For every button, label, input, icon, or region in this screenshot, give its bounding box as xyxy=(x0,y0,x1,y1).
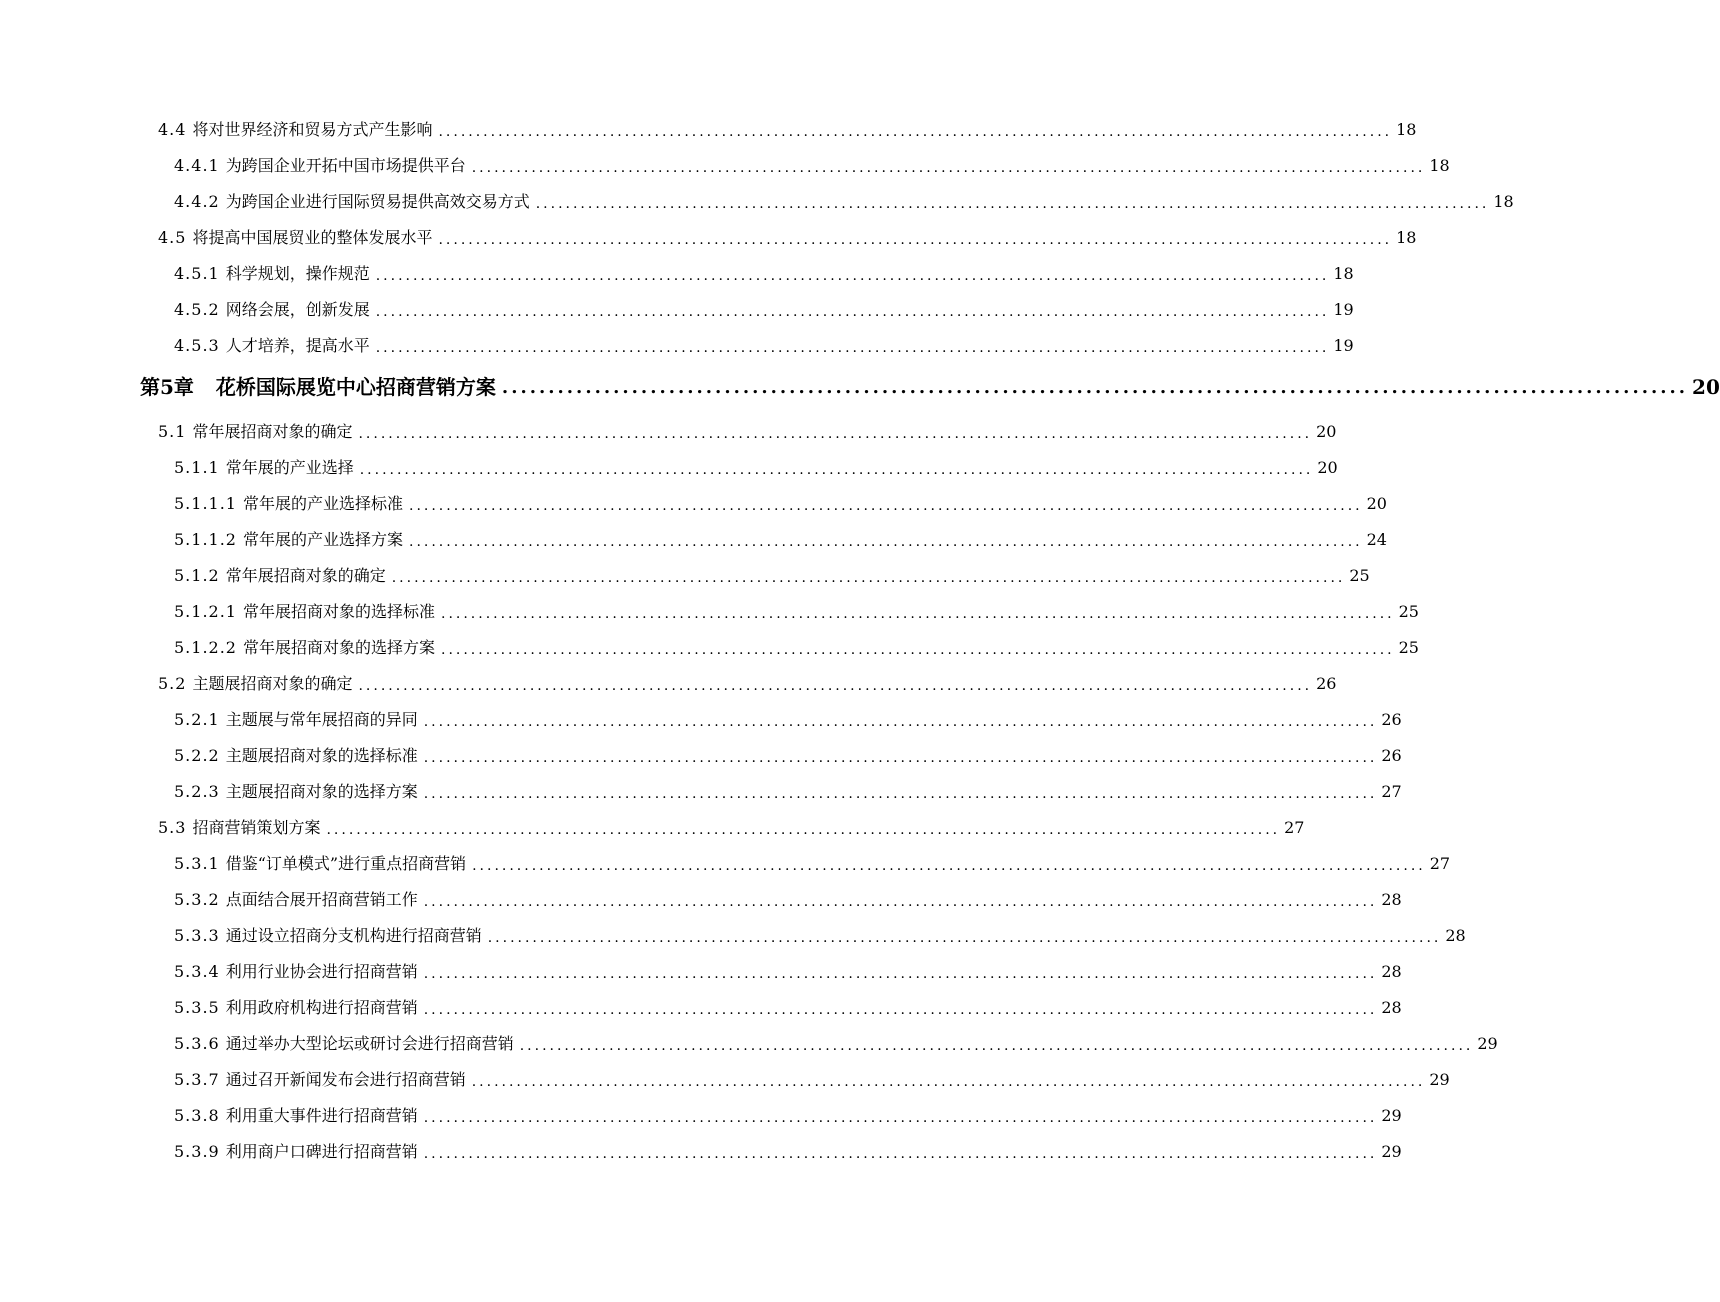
dot-leader: ................................................................................................................................ xyxy=(423,1110,1378,1126)
toc-entry-4-5[interactable] xyxy=(158,224,1417,252)
toc-entry-5-2-2[interactable] xyxy=(174,742,1402,770)
dot-leader: ................................................................................................................................ xyxy=(438,232,1393,248)
dot-leader: ................................................................................................................................ xyxy=(391,570,1346,586)
toc-entry-page: 24 xyxy=(1366,530,1387,549)
toc-entry-5-3[interactable] xyxy=(158,814,1305,842)
toc-entry-number: 5.2 xyxy=(158,674,187,693)
dot-leader: ................................................................................................................................ xyxy=(375,340,1330,356)
dot-leader: ................................................................................................................................ xyxy=(423,894,1378,910)
toc-entry-5-3-3[interactable] xyxy=(174,922,1466,950)
dot-leader: ................................................................................................................................ xyxy=(358,678,1313,694)
toc-entry-page: 26 xyxy=(1316,674,1337,693)
toc-entry-title: 将提高中国展贸业的整体发展水平 xyxy=(192,228,433,247)
toc-entry-title: 人才培养，提高水平 xyxy=(225,336,370,355)
toc-chapter-number: 第5章 xyxy=(140,375,194,399)
dot-leader: ................................................................................................................................ xyxy=(423,1002,1378,1018)
toc-entry-number: 4.5.2 xyxy=(174,300,220,319)
toc-entry-page: 18 xyxy=(1493,192,1514,211)
toc-entry-title: 常年展的产业选择 xyxy=(225,458,354,477)
toc-entry-page: 19 xyxy=(1333,300,1354,319)
toc-entry-title: 利用政府机构进行招商营销 xyxy=(225,998,418,1017)
toc-entry-number: 5.3.5 xyxy=(174,998,220,1017)
toc-entry-page: 28 xyxy=(1381,890,1402,909)
toc-entry-page: 26 xyxy=(1381,710,1402,729)
toc-entry-number: 5.2.2 xyxy=(174,746,220,765)
toc-entry-5-3-4[interactable] xyxy=(174,958,1402,986)
toc-entry-number: 5.1.1.2 xyxy=(174,530,237,549)
toc-entry-4-5-2[interactable] xyxy=(174,296,1354,324)
dot-leader: ................................................................................................................................ xyxy=(409,498,1363,514)
toc-entry-number: 5.1.2.2 xyxy=(174,638,237,657)
toc-entry-page: 28 xyxy=(1381,962,1402,981)
toc-entry-4-5-3[interactable] xyxy=(174,332,1354,360)
toc-entry-title: 主题展招商对象的选择标准 xyxy=(225,746,418,765)
toc-entry-page: 20 xyxy=(1316,422,1337,441)
dot-leader: ................................................................................................................................ xyxy=(359,462,1314,478)
toc-entry-number: 5.1.2.1 xyxy=(174,602,237,621)
toc-entry-5-1-2-2[interactable] xyxy=(174,634,1419,662)
toc-entry-number: 5.3.3 xyxy=(174,926,220,945)
toc-entry-5-1[interactable] xyxy=(158,418,1337,446)
toc-entry-page: 29 xyxy=(1477,1034,1498,1053)
toc-entry-number: 5.3.8 xyxy=(174,1106,220,1125)
toc-entry-page: 29 xyxy=(1381,1142,1402,1161)
dot-leader: ................................................................................................................................ xyxy=(472,858,1426,874)
toc-entry-number: 4.5.3 xyxy=(174,336,220,355)
toc-entry-page: 25 xyxy=(1349,566,1370,585)
toc-entry-page: 18 xyxy=(1429,156,1450,175)
toc-entry-title: 利用商户口碑进行招商营销 xyxy=(225,1142,418,1161)
toc-entry-title: 通过举办大型论坛或研讨会进行招商营销 xyxy=(225,1034,514,1053)
toc-entry-page: 27 xyxy=(1429,854,1451,873)
dot-leader: ................................................................................................................................ xyxy=(423,714,1378,730)
toc-chapter-5[interactable] xyxy=(140,371,1720,403)
toc-entry-5-1-2-1[interactable] xyxy=(174,598,1419,626)
dot-leader: ................................................................................................................................ xyxy=(501,377,1689,398)
toc-entry-5-1-1-2[interactable] xyxy=(174,526,1387,554)
dot-leader: ................................................................................................................................ xyxy=(423,786,1378,802)
dot-leader: ................................................................................................................................ xyxy=(441,642,1395,658)
toc-entry-page: 18 xyxy=(1396,228,1417,247)
toc-entry-page: 27 xyxy=(1381,782,1402,801)
toc-entry-page: 28 xyxy=(1445,926,1466,945)
toc-entry-5-3-9[interactable] xyxy=(174,1138,1402,1166)
toc-entry-page: 29 xyxy=(1429,1070,1450,1089)
toc-entry-number: 5.3.9 xyxy=(174,1142,220,1161)
dot-leader: ................................................................................................................................ xyxy=(423,966,1378,982)
toc-entry-page: 25 xyxy=(1398,638,1419,657)
toc-chapter-page: 20 xyxy=(1692,375,1720,399)
toc-entry-title: 常年展招商对象的选择方案 xyxy=(242,638,435,657)
toc-entry-5-3-8[interactable] xyxy=(174,1102,1402,1130)
toc-entry-number: 4.4 xyxy=(158,120,187,139)
toc-entry-page: 20 xyxy=(1317,458,1338,477)
dot-leader: ................................................................................................................................ xyxy=(409,534,1363,550)
dot-leader: ................................................................................................................................ xyxy=(441,606,1395,622)
toc-entry-title: 通过设立招商分支机构进行招商营销 xyxy=(225,926,482,945)
toc-entry-4-4[interactable] xyxy=(158,116,1417,144)
toc-entry-5-3-6[interactable] xyxy=(174,1030,1498,1058)
dot-leader: ................................................................................................................................ xyxy=(535,196,1490,212)
toc-entry-title: 主题展与常年展招商的异同 xyxy=(225,710,418,729)
dot-leader: ................................................................................................................................ xyxy=(375,268,1330,284)
toc-entry-title: 将对世界经济和贸易方式产生影响 xyxy=(192,120,433,139)
toc-entry-number: 5.3.6 xyxy=(174,1034,220,1053)
toc-entry-number: 5.3.2 xyxy=(174,890,220,909)
toc-entry-5-3-1[interactable] xyxy=(174,850,1451,878)
toc-entry-number: 5.3.1 xyxy=(174,854,220,873)
toc-entry-number: 5.2.1 xyxy=(174,710,220,729)
toc-entry-title: 点面结合展开招商营销工作 xyxy=(225,890,418,909)
toc-entry-title: 招商营销策划方案 xyxy=(192,818,321,837)
toc-chapter-title: 花桥国际展览中心招商营销方案 xyxy=(215,375,496,399)
toc-entry-page: 29 xyxy=(1381,1106,1402,1125)
toc-entry-page: 19 xyxy=(1333,336,1354,355)
toc-entry-5-2-3[interactable] xyxy=(174,778,1402,806)
toc-entry-title: 通过召开新闻发布会进行招商营销 xyxy=(225,1070,466,1089)
toc-entry-4-4-2[interactable] xyxy=(174,188,1514,216)
dot-leader: ................................................................................................................................ xyxy=(487,930,1442,946)
toc-entry-title: 常年展招商对象的确定 xyxy=(192,422,353,441)
toc-entry-number: 5.2.3 xyxy=(174,782,220,801)
toc-entry-4-5-1[interactable] xyxy=(174,260,1354,288)
toc-entry-title: 常年展招商对象的确定 xyxy=(225,566,386,585)
toc-entry-title: 利用行业协会进行招商营销 xyxy=(225,962,418,981)
toc-entry-title: 利用重大事件进行招商营销 xyxy=(225,1106,418,1125)
toc-entry-5-3-2[interactable] xyxy=(174,886,1402,914)
toc-entry-number: 5.1.1.1 xyxy=(174,494,237,513)
toc-entry-title: 主题展招商对象的确定 xyxy=(192,674,353,693)
toc-entry-5-2[interactable] xyxy=(158,670,1337,698)
dot-leader: ................................................................................................................................ xyxy=(519,1038,1474,1054)
toc-entry-title: 为跨国企业进行国际贸易提供高效交易方式 xyxy=(225,192,530,211)
toc-entry-number: 5.1 xyxy=(158,422,187,441)
toc-entry-5-1-2[interactable] xyxy=(174,562,1370,590)
toc-entry-page: 28 xyxy=(1381,998,1402,1017)
toc-entry-number: 4.5.1 xyxy=(174,264,220,283)
toc-entry-page: 26 xyxy=(1381,746,1402,765)
toc-entry-4-4-1[interactable] xyxy=(174,152,1450,180)
toc-entry-number: 4.4.1 xyxy=(174,156,220,175)
toc-entry-title: 常年展的产业选择方案 xyxy=(242,530,403,549)
toc-entry-number: 5.3.4 xyxy=(174,962,220,981)
dot-leader: ................................................................................................................................ xyxy=(358,426,1313,442)
toc-entry-title: 主题展招商对象的选择方案 xyxy=(225,782,418,801)
dot-leader: ................................................................................................................................ xyxy=(471,160,1426,176)
toc-entry-title: 科学规划，操作规范 xyxy=(225,264,370,283)
toc-entry-title: 网络会展，创新发展 xyxy=(225,300,370,319)
toc-entry-number: 5.3.7 xyxy=(174,1070,220,1089)
dot-leader: ................................................................................................................................ xyxy=(471,1074,1426,1090)
dot-leader: ................................................................................................................................ xyxy=(423,750,1378,766)
dot-leader: ................................................................................................................................ xyxy=(375,304,1330,320)
toc-entry-page: 27 xyxy=(1284,818,1305,837)
toc-entry-5-2-1[interactable] xyxy=(174,706,1402,734)
toc-entry-number: 5.1.1 xyxy=(174,458,220,477)
toc-entry-page: 18 xyxy=(1396,120,1417,139)
toc-entry-page: 25 xyxy=(1398,602,1419,621)
dot-leader: ................................................................................................................................ xyxy=(423,1146,1378,1162)
toc-entry-number: 4.4.2 xyxy=(174,192,220,211)
toc-entry-title: 常年展招商对象的选择标准 xyxy=(242,602,435,621)
toc-entry-page: 20 xyxy=(1366,494,1387,513)
toc-entry-number: 5.3 xyxy=(158,818,187,837)
toc-entry-5-3-7[interactable] xyxy=(174,1066,1450,1094)
toc-entry-title: 常年展的产业选择标准 xyxy=(242,494,403,513)
toc-entry-page: 18 xyxy=(1333,264,1354,283)
dot-leader: ................................................................................................................................ xyxy=(438,124,1393,140)
toc-entry-5-1-1[interactable] xyxy=(174,454,1338,482)
toc-entry-5-3-5[interactable] xyxy=(174,994,1402,1022)
toc-entry-5-1-1-1[interactable] xyxy=(174,490,1387,518)
toc-entry-title: 借鉴“订单模式”进行重点招商营销 xyxy=(225,854,467,873)
toc-entry-title: 为跨国企业开拓中国市场提供平台 xyxy=(225,156,466,175)
toc-entry-number: 5.1.2 xyxy=(174,566,220,585)
dot-leader: ................................................................................................................................ xyxy=(326,822,1281,838)
toc-entry-number: 4.5 xyxy=(158,228,187,247)
